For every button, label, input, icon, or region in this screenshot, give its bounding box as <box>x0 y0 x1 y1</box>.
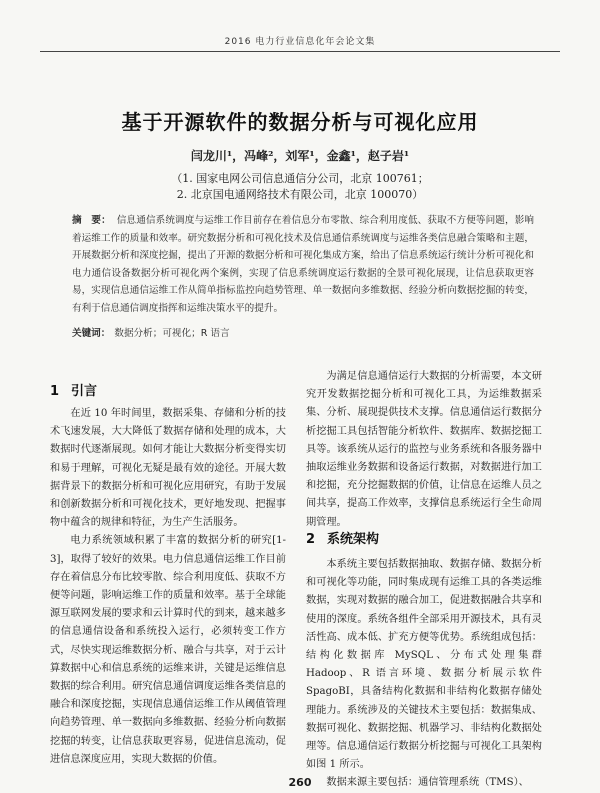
keywords-block <box>72 325 534 339</box>
architecture-paragraph-1: 本系统主要包括数据抽取、数据存储、数据分析和可视化等功能，同时集成现有运维工具的各类运维数据，实现对数据的融合加工，促进数据融合共享和使用的深度。系统各组件全部采用开源技术，具有灵活性高、成本低、扩充方便等优势。系统组成包括：结构化数据库 MySQL、分布式处理集群 Hadoop、R 语言环境、数据分析展示软件 SpagoBI，具备结构化数据和非结构化数据存储处理能力。系统涉及的关键技术主要包括：数据集成、数据可视化、数据挖掘、机器学习、非结构化数据处理等。信息通信运行数据分析挖掘与可视化工具架构如图 1 所示。 <box>306 559 542 771</box>
intro-paragraph-1: 在近 10 年时间里，数据采集、存储和分析的技术飞速发展，大大降低了数据存储和处理的成本，大数据时代逐渐展现。如何才能让大数据分析变得实切和易于理解，可视化无疑是最有效的途径。开展大数据背景下的数据分析和可视化应用研究，有助于发展和创新数据分析和可视化技术，更好地发现、把握事物中蕴含的规律和特征，为生产生活服务。 <box>50 408 286 529</box>
right-column-architecture <box>306 556 542 789</box>
affiliation-line-2: 2. 北京国电通网络技术有限公司，北京 100070） <box>176 188 424 201</box>
author-list: 闫龙川¹，冯峰²，刘军¹，金鑫¹，赵子岩¹ <box>190 149 410 163</box>
keywords-text: 数据分析；可视化；R 语言 <box>114 328 230 339</box>
page-number: 260 <box>288 776 312 789</box>
section-heading-architecture <box>306 528 379 547</box>
abstract-text: 信息通信系统调度与运维工作目前存在着信息分布零散、综合利用度低、获取不方便等问题，影响着运维工作的质量和效率。研究数据分析和可视化技术及信息通信系统调度与运维各类信息融合策略和主题，开展数据分析和深度挖掘，提出了开源的数据分析和可视化集成方案，给出了信息系统运行统计分析可视化和电力通信设备数据分析可视化两个案例，实现了信息系统调度运行数据的全景可视化展现，让信息获取更容易，实现信息通信运维工作从简单指标监控向趋势管理、单一数据向多维数据、经验分析向数据挖掘的转变，有利于信息通信调度指挥和运维决策水平的提升。 <box>72 215 535 314</box>
section-title: 引言 <box>71 384 98 399</box>
paper-title: 基于开源软件的数据分析与可视化应用 <box>121 110 479 134</box>
right-column-intro <box>306 368 542 528</box>
abstract-block <box>72 212 534 317</box>
left-column <box>50 405 286 765</box>
section-number: 2 <box>306 532 316 547</box>
section-number: 1 <box>50 384 60 399</box>
section-heading-introduction <box>50 380 97 399</box>
abstract-label: 摘 要： <box>72 215 111 226</box>
running-head: 2016 电力行业信息化年会论文集 <box>40 34 560 52</box>
architecture-paragraph-2: 数据来源主要包括：通信管理系统（TMS）、 <box>326 777 529 789</box>
keywords-label: 关键词： <box>72 328 111 339</box>
intro-paragraph-2: 电力系统领域积累了丰富的数据分析的研究[1-3]，取得了较好的效果。电力信息通信运维工作目前存在着信息分布比较零散、综合利用度低、获取不方便等问题，影响运维工作的质量和效率。基于全球能源互联网发展的要求和云计算时代的到来，越来越多的信息通信设备和系统投入运行，必须转变工作方式，尽快实现运维数据分析、融合与共享，对于云计算数据中心和信息系统的运维来讲，关键是运维信息数据的综合利用。研究信息通信调度运维各类信息的融合和深度挖掘，实现信息通信运维工作从阈值管理向趋势管理、单一数据向多维数据、经验分析向数据挖掘的转变，让信息获取更容易，促进信息流动，促进信息深度应用，实现大数据的价值。 <box>50 535 286 765</box>
section-title: 系统架构 <box>327 532 380 547</box>
affiliation-line-1: （1. 国家电网公司信息通信分公司，北京 100761； <box>171 172 429 185</box>
intro-paragraph-3: 为满足信息通信运行大数据的分析需要，本文研究开发数据挖掘分析和可视化工具，为运维数据采集、分析、展现提供技术支撑。信息通信运行数据分析挖掘工具包括智能分析软件、数据库、数据挖掘工具等。该系统从运行的监控与业务系统和各服务器中抽取运维业务数据和设备运行数据，对数据进行加工和挖掘，充分挖掘数据的价值，让信息在运维人员之间共享，提高工作效率，支撑信息系统运行全生命周期管理。 <box>306 371 542 528</box>
